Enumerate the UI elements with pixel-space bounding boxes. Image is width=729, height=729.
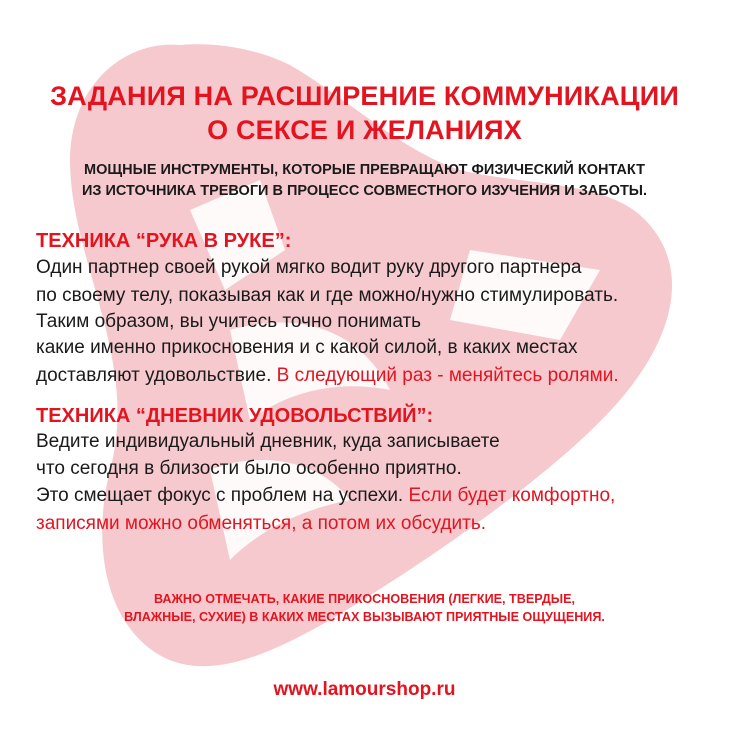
website-link[interactable]: www.lamourshop.ru xyxy=(273,679,456,700)
technique1-heading: ТЕХНИКА “РУКА В РУКЕ”: xyxy=(36,230,292,252)
page-title-line2: О СЕКСЕ И ЖЕЛАНИЯХ xyxy=(207,115,522,145)
technique2-line: что сегодня в близости было особенно приятно. xyxy=(36,458,462,479)
technique1-last-line xyxy=(36,362,619,390)
note-line2: ВЛАЖНЫЕ, СУХИЕ) В КАКИХ МЕСТАХ ВЫЗЫВАЮТ ПРИЯТНЫЕ ОЩУЩЕНИЯ. xyxy=(124,610,605,624)
technique1-line: по своему телу, показывая как и где можно/нужно стимулировать. xyxy=(36,285,619,306)
technique2-line: Ведите индивидуальный дневник, куда записываете xyxy=(36,431,500,452)
technique2-highlight: Если будет комфортно, xyxy=(408,485,616,506)
technique1-line: какие именно прикосновения и с какой силой, в каких местах xyxy=(36,337,578,358)
page-title: ЗАДАНИЯ НА РАСШИРЕНИЕ КОММУНИКАЦИИ xyxy=(50,81,679,111)
technique2-highlight-cont: записями можно обменяться, а потом их обсудить. xyxy=(36,513,487,534)
technique1-highlight: В следующий раз - меняйтесь ролями. xyxy=(276,365,619,386)
technique2-line-with-highlight xyxy=(36,482,615,510)
technique1-line: Один партнер своей рукой мягко водит руку другого партнера xyxy=(36,257,582,278)
subtitle-line1: МОЩНЫЕ ИНСТРУМЕНТЫ, КОТОРЫЕ ПРЕВРАЩАЮТ ФИЗИЧЕСКИЙ КОНТАКТ xyxy=(84,162,645,178)
technique1-line: доставляют удовольствие. xyxy=(36,365,272,386)
subtitle-line2: ИЗ ИСТОЧНИКА ТРЕВОГИ В ПРОЦЕСС СОВМЕСТНОГО ИЗУЧЕНИЯ И ЗАБОТЫ. xyxy=(81,183,648,199)
technique1-line: Таким образом, вы учитесь точно понимать xyxy=(36,311,422,332)
technique2-line: Это смещает фокус с проблем на успехи. xyxy=(36,485,404,506)
note-line1: ВАЖНО ОТМЕЧАТЬ, КАКИЕ ПРИКОСНОВЕНИЯ (ЛЕГКИЕ, ТВЕРДЫЕ, xyxy=(153,592,576,606)
technique2-heading: ТЕХНИКА “ДНЕВНИК УДОВОЛЬСТВИЙ”: xyxy=(36,405,434,427)
